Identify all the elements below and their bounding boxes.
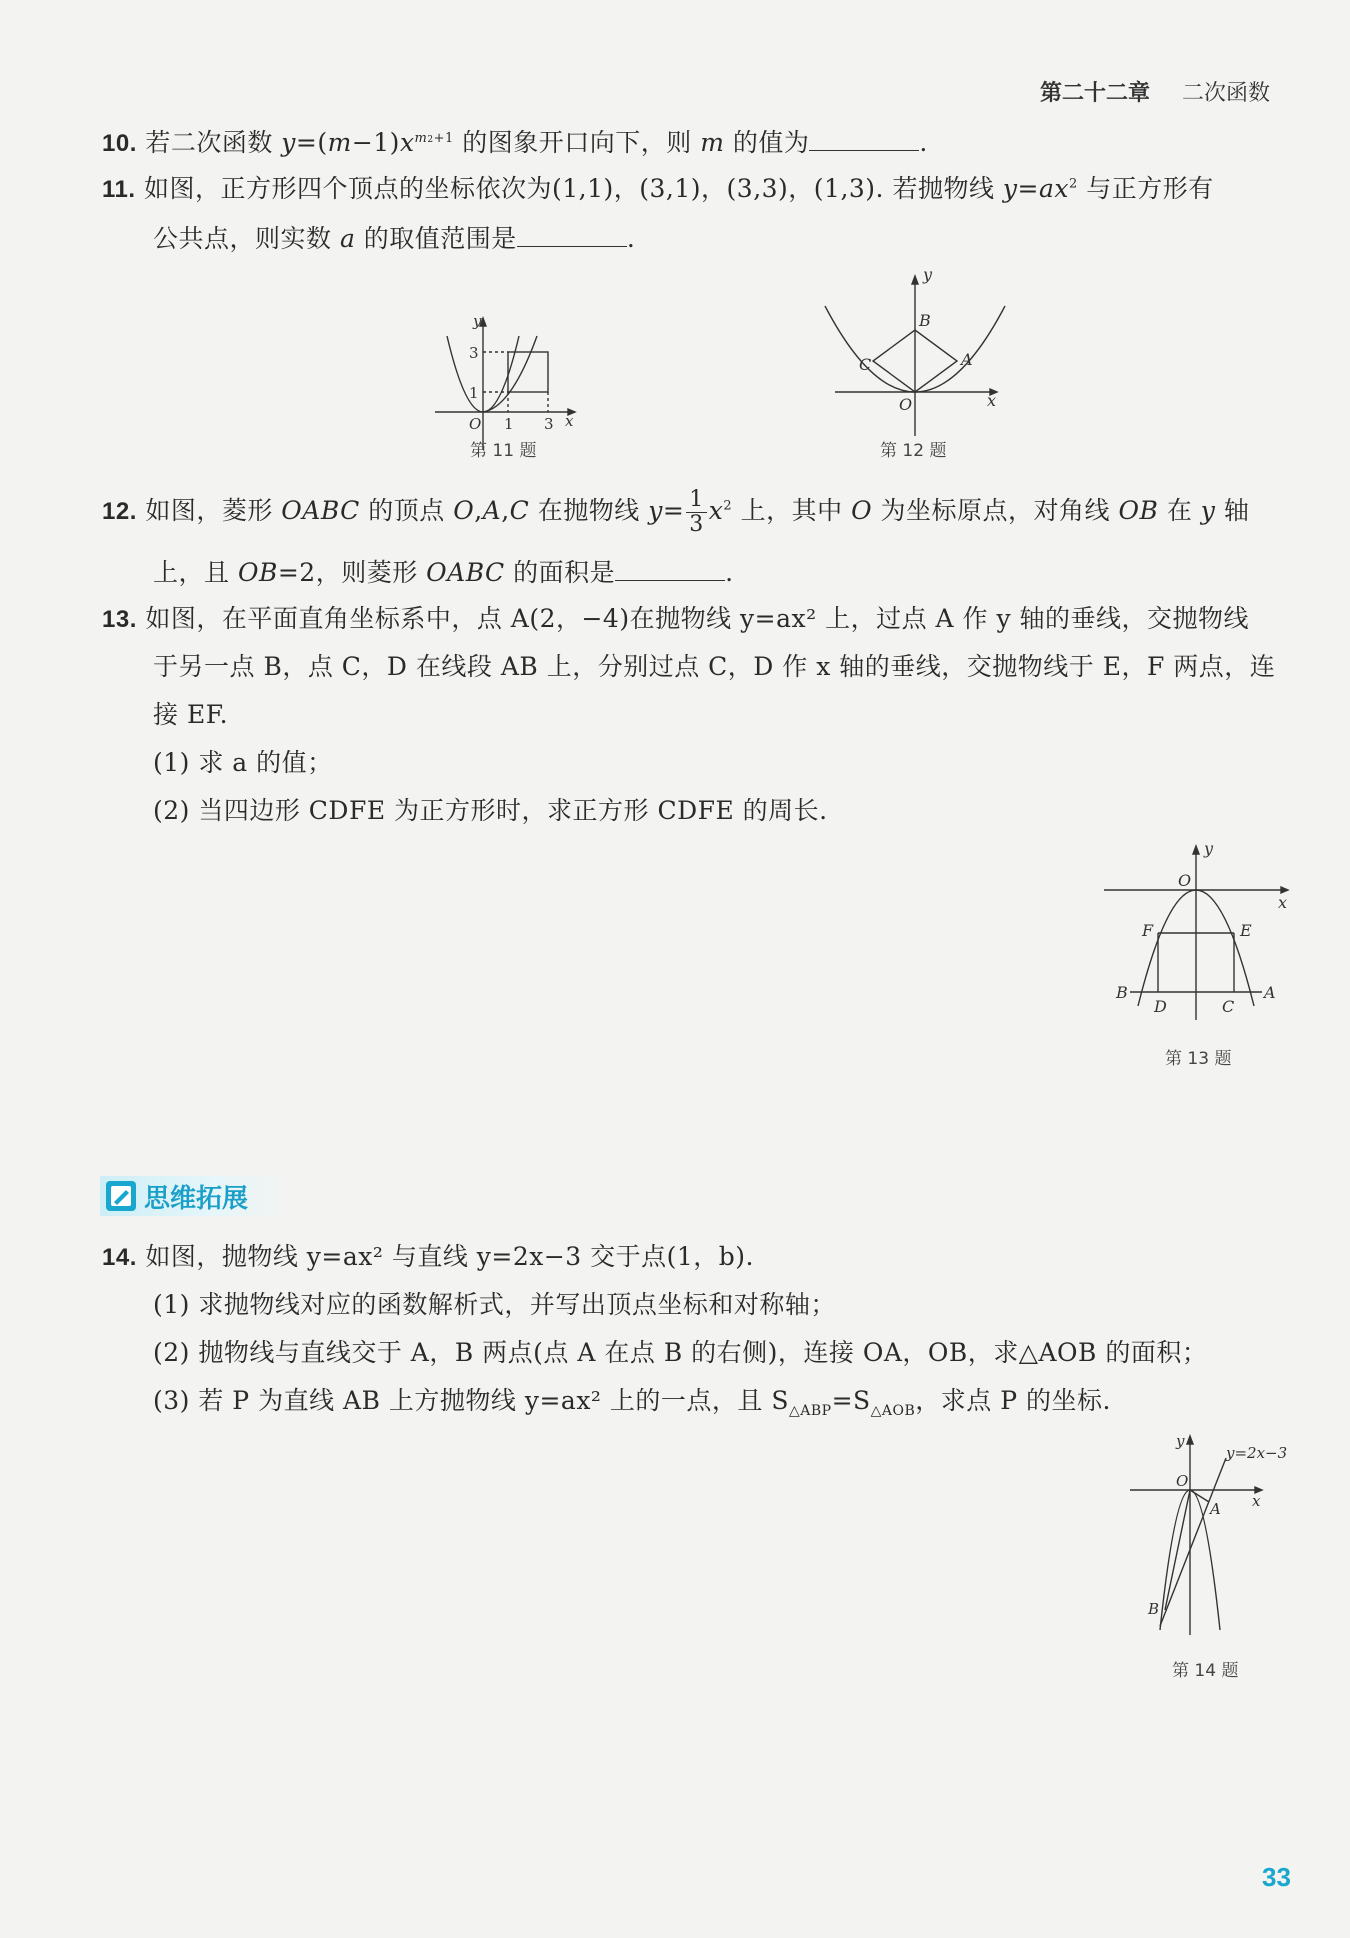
q13-line3: 接 EF. bbox=[153, 700, 229, 729]
axis-label-y: y bbox=[1204, 840, 1214, 858]
q10-var-m: m bbox=[700, 128, 725, 157]
answer-blank[interactable] bbox=[615, 556, 725, 581]
q11-line1-end: 与正方形有 bbox=[1077, 174, 1214, 203]
subscript-ABP: △ABP bbox=[788, 1403, 832, 1419]
q14-subquestion-1: (1) 求抛物线对应的函数解析式，并写出顶点坐标和对称轴； bbox=[153, 1290, 836, 1319]
axis-label-y: y bbox=[923, 268, 933, 284]
point-label-B: B bbox=[919, 311, 931, 330]
figure-13 bbox=[1100, 840, 1300, 1030]
origin-label: O bbox=[899, 395, 913, 414]
q13-subquestion-2: (2) 当四边形 CDFE 为正方形时，求正方形 CDFE 的周长. bbox=[153, 796, 828, 825]
q14-sub3-text: (3) 若 P 为直线 AB 上方抛物线 y=ax² 上的一点，且 S bbox=[153, 1386, 789, 1415]
q10-text-a: 若二次函数 bbox=[145, 128, 282, 157]
figure-14 bbox=[1120, 1430, 1310, 1640]
section-title: 思维拓展 bbox=[144, 1183, 249, 1214]
q10-text-b: 的图象开口向下，则 bbox=[462, 128, 701, 157]
q11-line1: 如图，正方形四个顶点的坐标依次为(1,1)，(3,1)，(3,3)，(1,3). 若抛物线 bbox=[144, 174, 1003, 203]
q12-end: . bbox=[725, 558, 734, 587]
question-11-line2: 公共点，则实数 a 的取值范围是 . bbox=[153, 224, 636, 253]
question-number: 12. bbox=[102, 498, 137, 525]
q12-text: 的顶点 bbox=[359, 496, 454, 525]
origin-label: O bbox=[1178, 871, 1192, 890]
q10-text-c: 的值为 bbox=[724, 128, 810, 157]
q12-text: 上，且 bbox=[153, 558, 238, 587]
fraction-denominator: 3 bbox=[689, 512, 704, 537]
q12-text: 如图，菱形 bbox=[145, 496, 282, 525]
parabola-right bbox=[483, 336, 537, 412]
point-label-D: D bbox=[1154, 997, 1167, 1016]
q10-formula: y bbox=[281, 128, 296, 157]
tick-label: 1 bbox=[469, 384, 479, 402]
fraction bbox=[686, 488, 707, 537]
q13-line2: 于另一点 B，点 C，D 在线段 AB 上，分别过点 C，D 作 x 轴的垂线，交抛物线于 E，F 两点，连 bbox=[153, 652, 1276, 681]
point-label-E: E bbox=[1240, 921, 1252, 940]
line-label: y=2x−3 bbox=[1226, 1444, 1288, 1462]
question-13 bbox=[102, 602, 1249, 637]
question-14 bbox=[102, 1240, 754, 1275]
q11-end: . bbox=[626, 224, 636, 253]
question-10: 10. 若二次函数 $y=(m-1)x^{m2+1}$ 的图象开口向下，则 m 的值为 . bbox=[102, 128, 928, 157]
axis-label-x: x bbox=[987, 391, 997, 410]
figure-12-caption: 第 12 题 bbox=[880, 441, 947, 461]
axis-label-x: x bbox=[1278, 893, 1288, 912]
answer-blank[interactable] bbox=[809, 126, 919, 151]
q14-subquestion-2: (2) 抛物线与直线交于 A，B 两点(点 A 在点 B 的右侧)，连接 OA，OB，求△AOB 的面积； bbox=[153, 1338, 1208, 1367]
chapter-header bbox=[1040, 76, 1270, 107]
q11-formula: y bbox=[1002, 174, 1018, 203]
figure-11-caption: 第 11 题 bbox=[470, 441, 537, 461]
point-label-B: B bbox=[1116, 983, 1128, 1002]
pencil-note-icon bbox=[104, 1179, 138, 1213]
q12-text: 轴 bbox=[1215, 496, 1250, 525]
q12-text: ，则菱形 bbox=[315, 558, 427, 587]
y-axis-arrow bbox=[1187, 1436, 1193, 1444]
point-label-A: A bbox=[961, 350, 973, 369]
y-axis-arrow bbox=[912, 276, 918, 284]
question-number: 10. bbox=[102, 130, 137, 157]
question-number: 13. bbox=[102, 606, 137, 633]
figure-12 bbox=[815, 268, 1015, 438]
point-label-C: C bbox=[1222, 997, 1235, 1016]
question-12: 12. 如图，菱形 OABC 的顶点 O,A,C 在抛物线 y= $\frac{1}{3}$ $x^2$ 上，其中 O 为坐标原点，对角线 OB 在 y 轴 bbox=[102, 487, 1250, 537]
axis-label-x: x bbox=[565, 412, 574, 430]
axis-label-y: y bbox=[473, 312, 482, 330]
axis-label-x: x bbox=[1252, 1492, 1261, 1510]
figure-14-caption: 第 14 题 bbox=[1172, 1661, 1239, 1681]
q12-text: 上，其中 bbox=[732, 496, 852, 525]
q13-line1: 如图，在平面直角坐标系中，点 A(2，−4)在抛物线 y=ax² 上，过点 A 作 y 轴的垂线，交抛物线 bbox=[145, 604, 1250, 633]
tick-label: 3 bbox=[469, 344, 479, 362]
section-banner bbox=[100, 1176, 288, 1216]
origin-label: O bbox=[469, 415, 482, 433]
tick-label: 3 bbox=[544, 415, 554, 433]
chapter-title: 二次函数 bbox=[1182, 81, 1271, 106]
q10-end: . bbox=[919, 128, 928, 157]
figure-13-caption: 第 13 题 bbox=[1165, 1049, 1232, 1069]
question-number: 14. bbox=[102, 1244, 137, 1271]
q12-text: 在 bbox=[1158, 496, 1201, 525]
q11-line2: 公共点，则实数 bbox=[153, 224, 340, 253]
segment-OA bbox=[1190, 1490, 1209, 1502]
q12-text: 为坐标原点，对角线 bbox=[872, 496, 1119, 525]
q11-line2-b: 的取值范围是 bbox=[355, 224, 517, 253]
answer-blank[interactable] bbox=[517, 222, 627, 247]
point-label-F: F bbox=[1142, 921, 1154, 940]
tick-label: 1 bbox=[504, 415, 514, 433]
chapter-number: 第二十二章 bbox=[1040, 81, 1151, 106]
y-axis-arrow bbox=[1193, 846, 1199, 854]
point-label-B: B bbox=[1148, 1600, 1160, 1618]
point-label-A: A bbox=[1264, 983, 1276, 1002]
question-number: 11. bbox=[102, 176, 136, 203]
q13-subquestion-1: (1) 求 a 的值； bbox=[153, 748, 333, 777]
q14-subquestion-3 bbox=[153, 1384, 1111, 1418]
q14-sub3-text: ，求点 P 的坐标. bbox=[915, 1386, 1111, 1415]
segment-OB bbox=[1165, 1490, 1190, 1610]
subscript-AOB: △AOB bbox=[870, 1403, 916, 1419]
fraction-numerator: 1 bbox=[686, 488, 707, 513]
point-label-A: A bbox=[1210, 1500, 1221, 1518]
q14-sub3-eq: =S bbox=[831, 1386, 871, 1415]
point-label-C: C bbox=[859, 355, 872, 374]
q14-line1: 如图，抛物线 y=ax² 与直线 y=2x−3 交于点(1，b). bbox=[145, 1242, 755, 1271]
axis-label-y: y bbox=[1176, 1432, 1185, 1450]
origin-label: O bbox=[1176, 1472, 1189, 1490]
q12-text: 在抛物线 bbox=[529, 496, 649, 525]
question-12-line2: 上，且 OB=2，则菱形 OABC 的面积是 . bbox=[153, 558, 734, 587]
q12-text: 的面积是 bbox=[504, 558, 616, 587]
page-number: 33 bbox=[1262, 1862, 1291, 1892]
question-11: 11. 如图，正方形四个顶点的坐标依次为(1,1)，(3,1)，(3,3)，(1,3). 若抛物线 $y=ax^2$ 与正方形有 bbox=[102, 174, 1214, 203]
